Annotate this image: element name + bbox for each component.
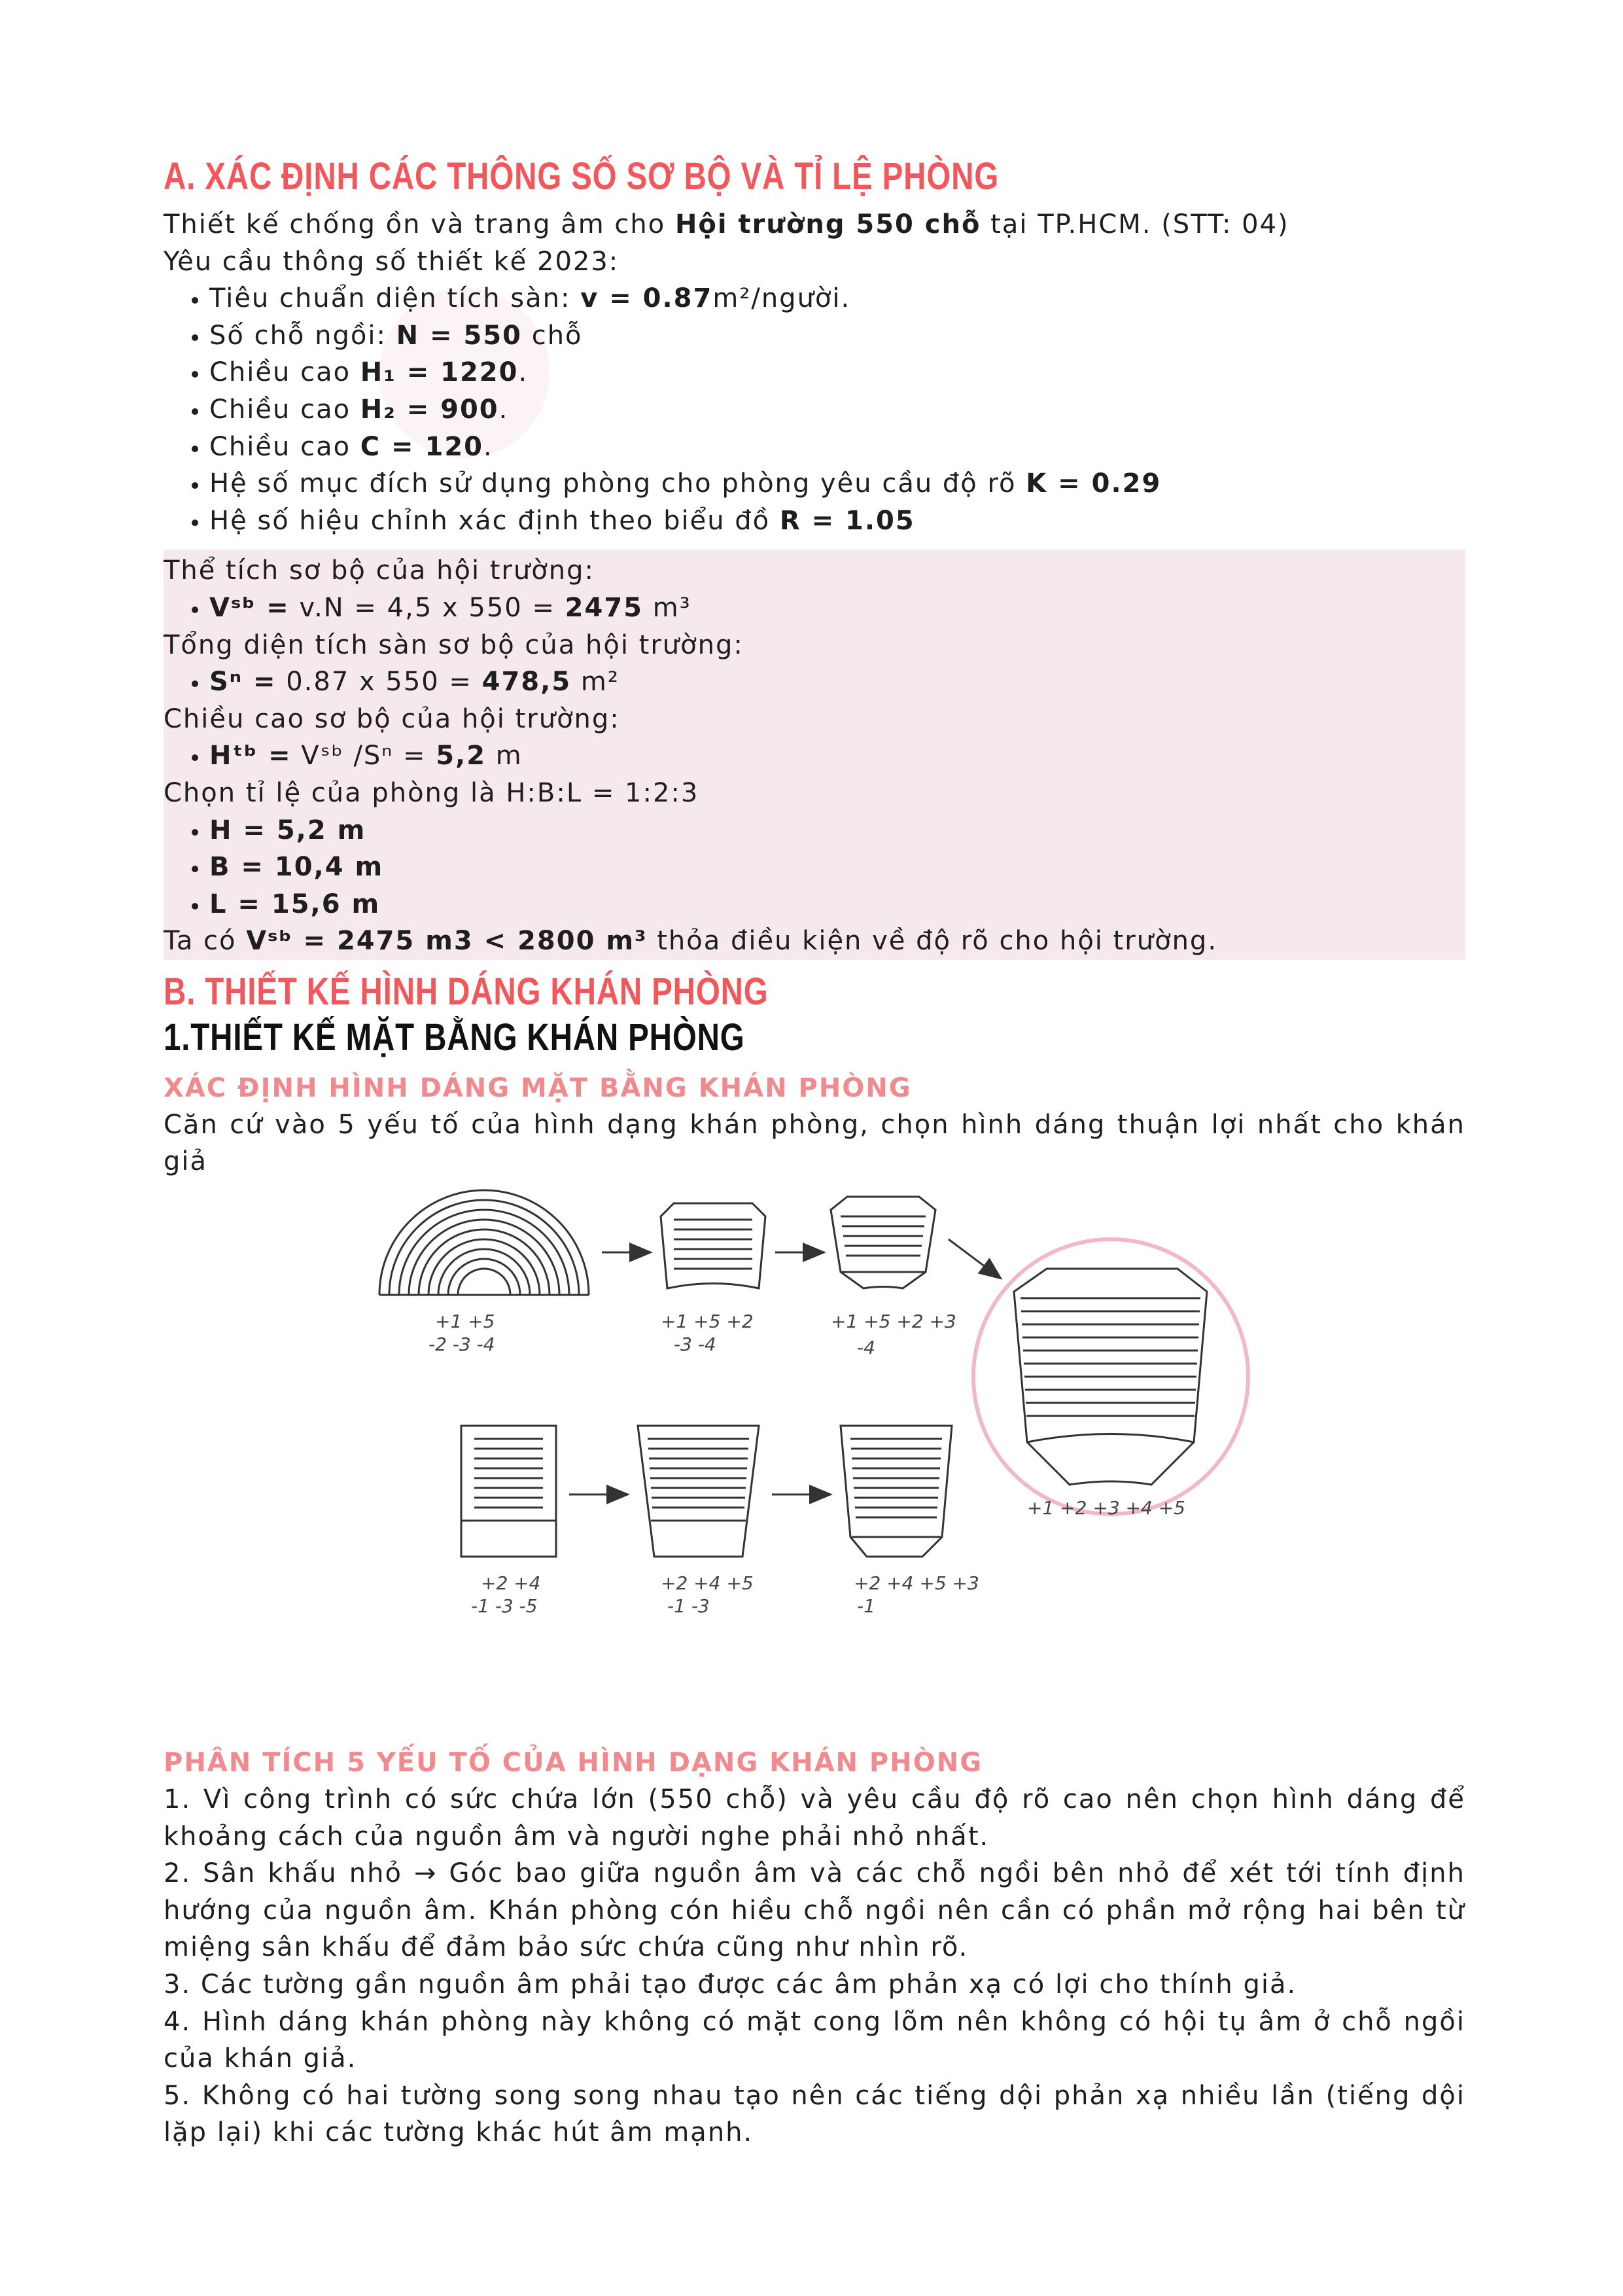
req-text: . — [518, 357, 529, 388]
req-text: Chiều cao — [209, 357, 360, 388]
page-content — [164, 154, 1465, 2151]
label-a2: -2 -3 -4 — [428, 1333, 495, 1356]
req-value: R = 1.05 — [779, 505, 915, 536]
ratio-list — [164, 812, 1465, 923]
req-text: chỗ — [521, 320, 583, 351]
req-text: Chiều cao — [209, 394, 360, 425]
req-text: m²/người. — [712, 283, 851, 314]
list-item — [209, 812, 1465, 849]
calc-value: 5,2 — [436, 741, 487, 771]
req-text: Số chỗ ngồi: — [209, 320, 396, 351]
req-value: H₂ = 900 — [360, 394, 499, 425]
intro-text — [164, 206, 1465, 243]
area-list — [164, 663, 1465, 701]
conclusion-post: thỏa điều kiện về độ rõ cho hội trường. — [647, 926, 1218, 957]
analysis-point-3: 3. Các tường gần nguồn âm phải tạo được các âm phản xạ có lợi cho thính giả. — [164, 1969, 1297, 2000]
list-item — [209, 663, 1465, 701]
label-a1: +1 +5 — [435, 1311, 495, 1333]
list-item — [209, 503, 1465, 540]
conclusion-text — [164, 923, 1465, 960]
volume-heading: Thể tích sơ bộ của hội trường: — [164, 556, 595, 586]
label-b1: +1 +5 +2 — [661, 1311, 754, 1333]
conclusion-bold: Vˢᵇ = 2475 m3 < 2800 m³ — [246, 926, 648, 957]
list-item — [209, 737, 1465, 775]
shape-text: Căn cứ vào 5 yếu tố của hình dạng khán phòng, chọn hình dáng thuận lợi nhất cho khán giả — [164, 1109, 1465, 1177]
analysis-point-2: 2. Sân khấu nhỏ → Góc bao giữa nguồn âm và các chỗ ngồi bên nhỏ để xét tới tính định hướng của nguồn âm. Khán phòng cón hiều chỗ ngồi nên cần có phần mở rộng hai bên từ miệng sân khấu để đảm bảo sức chứa cũng như nhìn rõ. — [164, 1858, 1465, 1963]
intro-bold: Hội trường 550 chỗ — [674, 209, 981, 239]
label-d2: -1 -3 -5 — [471, 1595, 538, 1617]
shape-diagram — [373, 1180, 1315, 1704]
analysis-point-5: 5. Không có hai tường song song nhau tạo nên các tiếng dội phản xạ nhiều lần (tiếng dội lặp lại) khi các tường khác hút âm mạnh. — [164, 2080, 1465, 2148]
calc-value: 2475 — [565, 592, 643, 623]
height-list — [164, 737, 1465, 775]
list-item — [209, 354, 1465, 391]
label-d1: +2 +4 — [481, 1572, 541, 1595]
section-b-title: B. THIẾT KẾ HÌNH DÁNG KHÁN PHÒNG — [164, 970, 769, 1013]
list-item — [209, 849, 1465, 886]
calc-text: Vˢᵇ /Sⁿ = — [291, 741, 436, 771]
height-heading: Chiều cao sơ bộ của hội trường: — [164, 703, 620, 734]
calc-text: 0.87 x 550 = — [276, 667, 482, 698]
shape-final — [1014, 1269, 1207, 1485]
req-value: v = 0.87 — [580, 283, 713, 314]
calc-value: 478,5 — [481, 667, 572, 698]
shape-funnel-1 — [638, 1426, 759, 1557]
label-c2: -4 — [857, 1337, 875, 1359]
shape-funnel-2 — [841, 1426, 952, 1557]
label-f1: +2 +4 +5 +3 — [854, 1572, 979, 1595]
calc-unit: m² — [571, 667, 620, 698]
requirements-heading: Yêu cầu thông số thiết kế 2023: — [164, 246, 620, 277]
analysis-point-4: 4. Hình dáng khán phòng này không có mặt cong lõm nên không có hội tụ âm ở chỗ ngồi của khán giả. — [164, 2006, 1465, 2074]
calc-symbol: Sⁿ = — [209, 667, 277, 698]
analysis-point-1: 1. Vì công trình có sức chứa lớn (550 chỗ) và yêu cầu độ rõ cao nên chọn hình dáng để khoảng cách của nguồn âm và người nghe phải nhỏ nhất. — [164, 1784, 1465, 1852]
req-text: Chiều cao — [209, 431, 360, 462]
ratio-heading: Chọn tỉ lệ của phòng là H:B:L = 1:2:3 — [164, 777, 699, 808]
list-item — [209, 280, 1465, 317]
auditorium-shape-figure — [164, 1180, 1465, 1737]
intro-pre: Thiết kế chống ồn và trang âm cho — [164, 209, 675, 239]
section-b-subtitle: 1.THIẾT KẾ MẶT BẰNG KHÁN PHÒNG — [164, 1016, 745, 1059]
req-text: Tiêu chuẩn diện tích sàn: — [209, 283, 581, 314]
label-e2: -1 -3 — [667, 1595, 710, 1617]
l-value: L = 15,6 m — [209, 889, 381, 919]
req-text: . — [483, 431, 493, 462]
volume-list — [164, 590, 1465, 627]
req-value: N = 550 — [396, 320, 522, 351]
req-value: H₁ = 1220 — [360, 357, 519, 388]
label-e1: +2 +4 +5 — [661, 1572, 754, 1595]
req-text: Hệ số mục đích sử dụng phòng cho phòng yêu cầu độ rõ — [209, 468, 1026, 499]
requirements-list — [164, 280, 1465, 539]
shape-heading: XÁC ĐỊNH HÌNH DÁNG MẶT BẰNG KHÁN PHÒNG — [164, 1072, 912, 1103]
b-value: B = 10,4 m — [209, 852, 384, 883]
req-text: Hệ số hiệu chỉnh xác định theo biểu đồ — [209, 505, 780, 536]
shape-trapezoid-1 — [661, 1203, 765, 1288]
conclusion-pre: Ta có — [164, 926, 247, 957]
calc-unit: m — [486, 741, 523, 771]
area-heading: Tổng diện tích sàn sơ bộ của hội trường: — [164, 629, 744, 660]
calc-unit: m³ — [643, 592, 691, 623]
req-value: K = 0.29 — [1026, 468, 1162, 499]
analysis-heading: PHÂN TÍCH 5 YẾU TỐ CỦA HÌNH DẠNG KHÁN PHÒNG — [164, 1748, 983, 1778]
intro-post: tại TP.HCM. (STT: 04) — [981, 209, 1289, 239]
list-item — [209, 317, 1465, 355]
calc-symbol: Vˢᵇ = — [209, 592, 290, 623]
label-b2: -3 -4 — [674, 1333, 716, 1356]
shape-trapezoid-2 — [831, 1197, 935, 1288]
req-value: C = 120 — [360, 431, 483, 462]
label-f2: -1 — [857, 1595, 875, 1617]
label-g1: +1 +2 +3 +4 +5 — [1027, 1497, 1185, 1519]
list-item — [209, 429, 1465, 466]
calc-text: v.N = 4,5 x 550 = — [289, 592, 565, 623]
calc-symbol: Hᵗᵇ = — [209, 741, 292, 771]
section-a-title: A. XÁC ĐỊNH CÁC THÔNG SỐ SƠ BỘ VÀ TỈ LỆ PHÒNG — [164, 155, 1000, 198]
list-item — [209, 465, 1465, 503]
label-c1: +1 +5 +2 +3 — [831, 1311, 956, 1333]
req-text: . — [498, 394, 509, 425]
h-value: H = 5,2 m — [209, 815, 366, 845]
calculation-box — [164, 550, 1465, 960]
list-item — [209, 590, 1465, 627]
shape-semicircle — [379, 1190, 589, 1295]
shape-rectangle — [461, 1426, 556, 1557]
list-item — [209, 391, 1465, 429]
list-item — [209, 886, 1465, 923]
